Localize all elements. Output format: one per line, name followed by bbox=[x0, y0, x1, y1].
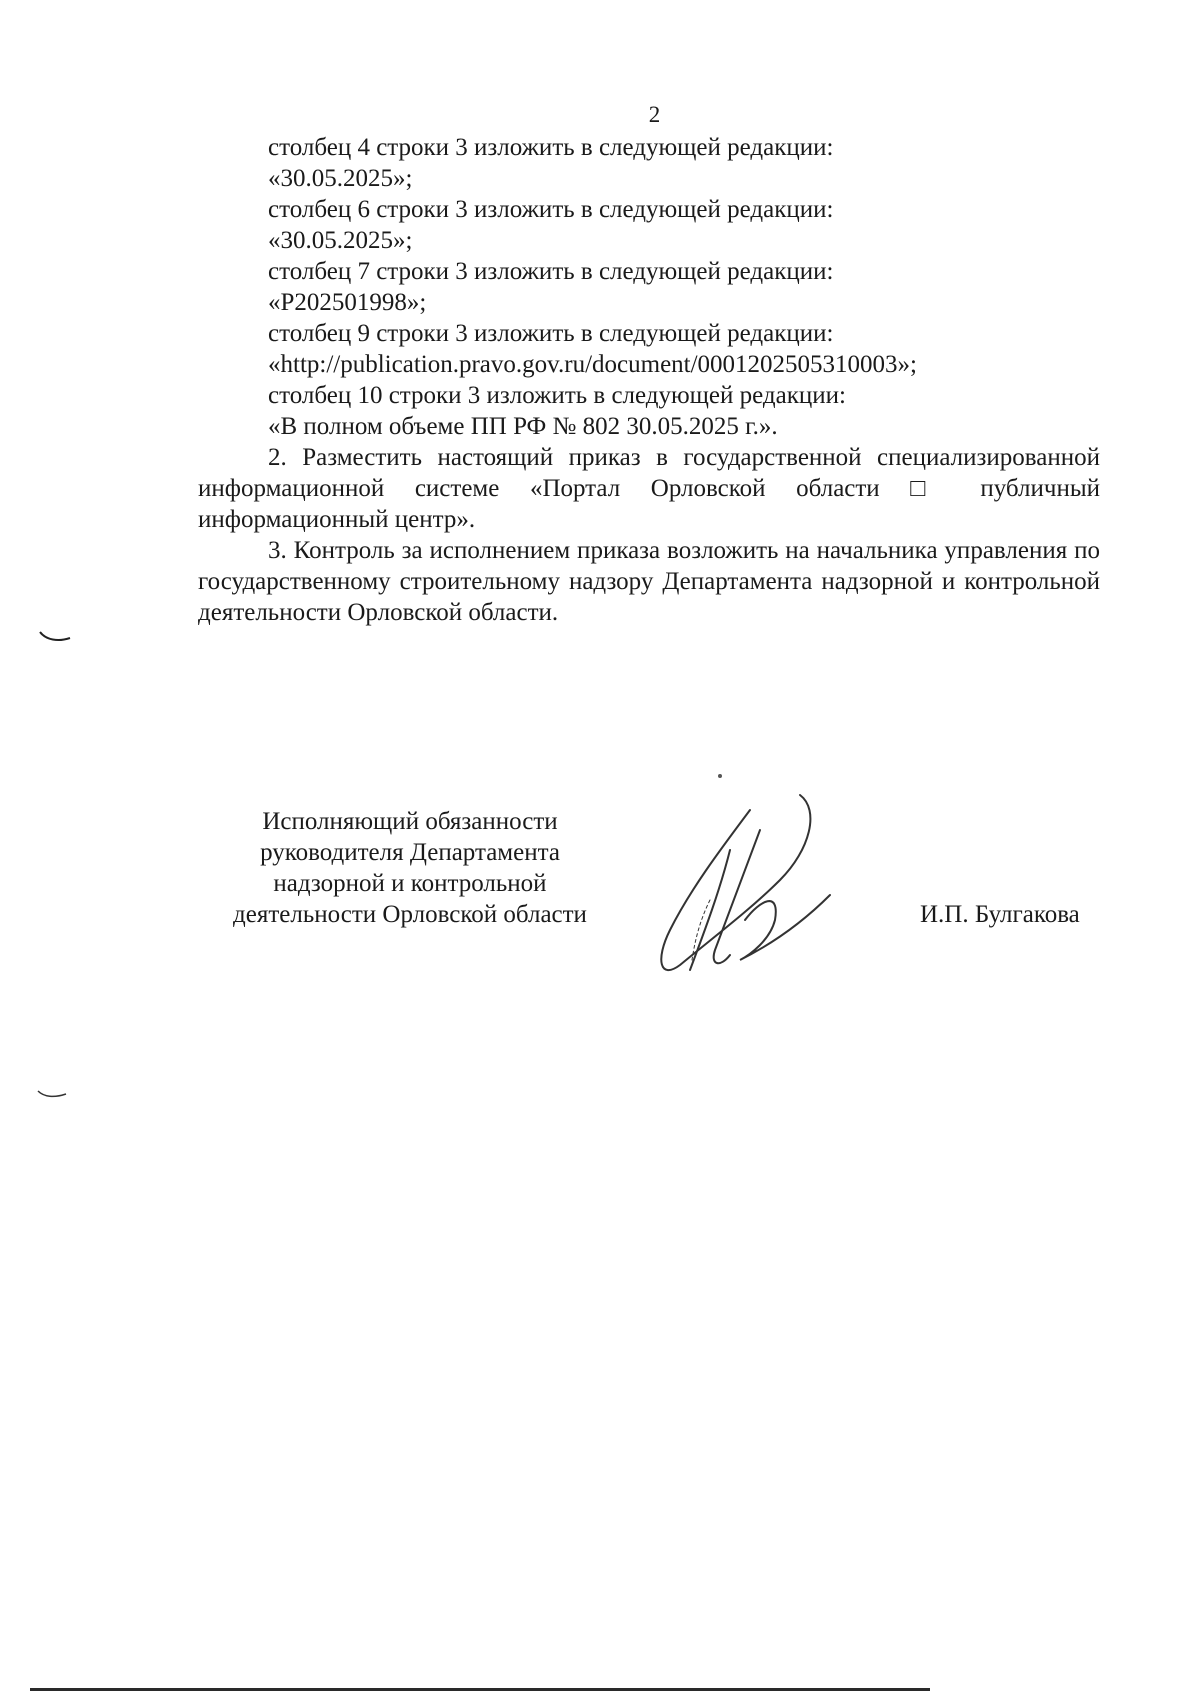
scan-artifact-mark bbox=[38, 630, 72, 644]
amendment-value-4: «http://publication.pravo.gov.ru/document/0001202505310003»; bbox=[268, 351, 917, 378]
amendment-instruction-5: столбец 10 строки 3 изложить в следующей редакции: bbox=[268, 382, 846, 409]
amendment-instruction-3: столбец 7 строки 3 изложить в следующей редакции: bbox=[268, 258, 834, 285]
position-line-1: Исполняющий обязанности bbox=[262, 808, 558, 835]
paragraph-2-text: 2. Разместить настоящий приказ в государственной специализированной информационной системе «Портал Орловской области □ публичный информационный центр». bbox=[198, 444, 1100, 533]
paragraph-2 bbox=[198, 442, 1100, 535]
position-line-3: надзорной и контрольной bbox=[273, 870, 547, 897]
scan-artifact-mark bbox=[36, 1088, 68, 1100]
position-line-4: деятельности Орловской области bbox=[233, 901, 587, 928]
amendment-instruction-1: столбец 4 строки 3 изложить в следующей редакции: bbox=[268, 134, 834, 161]
position-line-2: руководителя Департамента bbox=[260, 839, 560, 866]
amendment-value-3: «Р202501998»; bbox=[268, 289, 427, 316]
handwritten-signature bbox=[650, 790, 850, 980]
scan-bottom-edge bbox=[30, 1688, 930, 1691]
paragraph-3-text: 3. Контроль за исполнением приказа возложить на начальника управления по государственному строительному надзору Департамента надзорной и контрольной деятельности Орловской области. bbox=[198, 537, 1100, 626]
scan-dot bbox=[718, 774, 722, 778]
signatory-position bbox=[210, 806, 610, 930]
amendment-value-1: «30.05.2025»; bbox=[268, 165, 413, 192]
amendment-value-2: «30.05.2025»; bbox=[268, 227, 413, 254]
amendment-value-5: «В полном объеме ПП РФ № 802 30.05.2025 г.». bbox=[268, 413, 778, 440]
signer-name: И.П. Булгакова bbox=[920, 901, 1080, 928]
amendment-instruction-4: столбец 9 строки 3 изложить в следующей редакции: bbox=[268, 320, 834, 347]
page-number: 2 bbox=[648, 102, 661, 127]
document-body bbox=[198, 132, 1100, 628]
paragraph-3 bbox=[198, 535, 1100, 628]
amendment-instruction-2: столбец 6 строки 3 изложить в следующей редакции: bbox=[268, 196, 834, 223]
